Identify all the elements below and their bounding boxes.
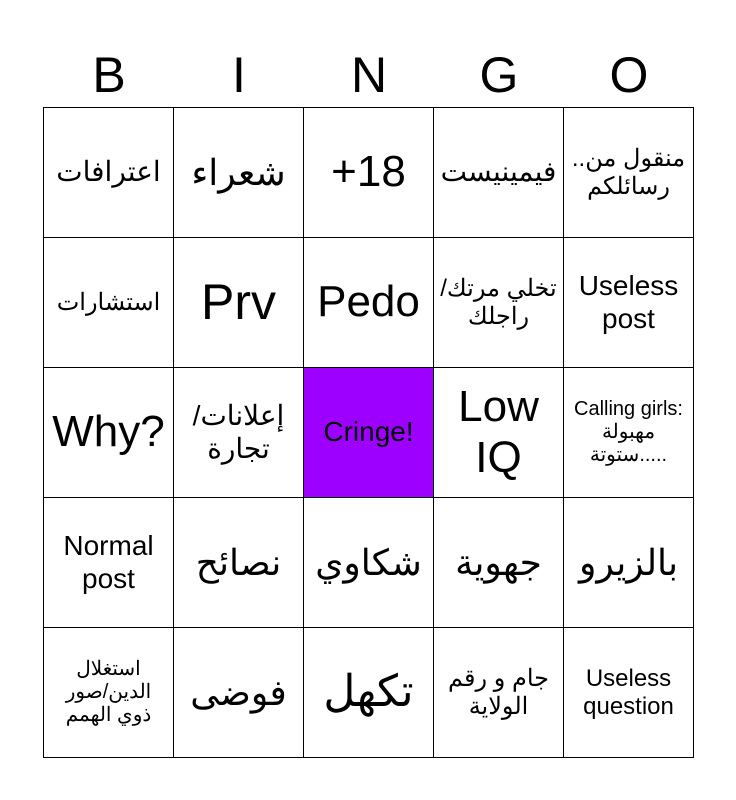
bingo-cell-free[interactable] <box>304 368 434 498</box>
header-letter-i: I <box>232 47 246 103</box>
bingo-cell-g3[interactable] <box>434 368 564 498</box>
cell-label: Useless post <box>578 270 679 334</box>
bingo-cell-b4[interactable] <box>44 498 174 628</box>
bingo-cell-i2[interactable] <box>174 238 304 368</box>
cell-label: +18 <box>331 147 406 197</box>
bingo-cell-o5[interactable] <box>564 628 694 758</box>
bingo-cell-i3[interactable] <box>174 368 304 498</box>
board-row-3 <box>44 368 694 498</box>
cell-label: Cringe! <box>323 416 414 448</box>
cell-label: Low IQ <box>458 381 539 482</box>
bingo-cell-g1[interactable] <box>434 108 564 238</box>
bingo-cell-b5[interactable] <box>44 628 174 758</box>
cell-label: Useless question <box>583 664 674 720</box>
bingo-cell-i1[interactable] <box>174 108 304 238</box>
cell-label: استشارات <box>56 288 161 316</box>
cell-label: فيمينيست <box>440 156 557 188</box>
bingo-board <box>43 107 694 758</box>
header-letter-n: N <box>350 47 388 103</box>
cell-label: تكهل <box>323 667 414 717</box>
cell-label: Calling girls: مهبولة ستوتة..... <box>574 398 683 466</box>
cell-label: Prv <box>201 273 276 330</box>
bingo-cell-b3[interactable] <box>44 368 174 498</box>
bingo-cell-n2[interactable] <box>304 238 434 368</box>
bingo-cell-o2[interactable] <box>564 238 694 368</box>
cell-label: منقول من.. رسائلكم <box>571 144 686 200</box>
cell-label: إعلانات/ تجارة <box>192 400 285 464</box>
bingo-cell-o1[interactable] <box>564 108 694 238</box>
board-row-2 <box>44 238 694 368</box>
cell-label: اعترافات <box>56 156 161 188</box>
board-row-1 <box>44 108 694 238</box>
cell-label: بالزيرو <box>578 541 679 583</box>
bingo-cell-n1[interactable] <box>304 108 434 238</box>
bingo-header <box>44 44 694 106</box>
bingo-cell-i5[interactable] <box>174 628 304 758</box>
cell-label: Pedo <box>317 277 420 327</box>
cell-label: شعراء <box>191 151 286 193</box>
cell-label: استغلال الدين/صور ذوي الهمم <box>65 658 152 726</box>
header-letter-o: O <box>609 47 649 103</box>
bingo-cell-g4[interactable] <box>434 498 564 628</box>
cell-label: نصائح <box>195 541 282 583</box>
bingo-cell-i4[interactable] <box>174 498 304 628</box>
bingo-cell-n5[interactable] <box>304 628 434 758</box>
cell-label: Normal post <box>63 530 154 594</box>
bingo-cell-g5[interactable] <box>434 628 564 758</box>
bingo-cell-o4[interactable] <box>564 498 694 628</box>
cell-label: Why? <box>52 407 165 457</box>
bingo-cell-g2[interactable] <box>434 238 564 368</box>
cell-label: تخلي مرتك/ راجلك <box>440 274 557 330</box>
board-row-4 <box>44 498 694 628</box>
cell-label: شكاوي <box>315 541 422 583</box>
board-row-5 <box>44 628 694 758</box>
cell-label: جام و رقم الولاية <box>448 664 549 720</box>
bingo-cell-n4[interactable] <box>304 498 434 628</box>
bingo-cell-b2[interactable] <box>44 238 174 368</box>
cell-label: فوضى <box>190 671 287 713</box>
bingo-cell-o3[interactable] <box>564 368 694 498</box>
header-letter-b: B <box>92 47 126 103</box>
cell-label: جهوية <box>455 541 542 583</box>
header-letter-g: G <box>479 47 519 103</box>
bingo-cell-b1[interactable] <box>44 108 174 238</box>
